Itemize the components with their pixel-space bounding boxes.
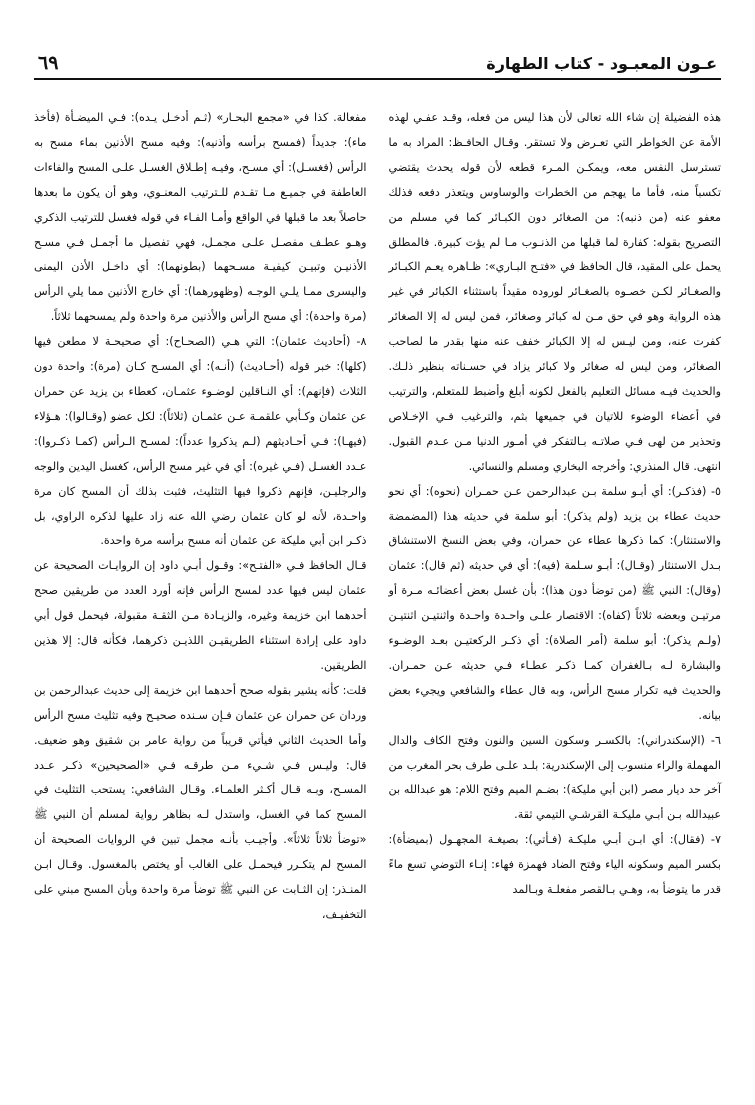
paragraph: ٥- (فذكـر): أي أبـو سلمة بـن عبدالرحمن عـن حمـران (نحوه): أي نحو حديث عطاء بن يزيد (ولم يذكر): أبو سلمة في حديثه هذا (المضمضة والاستنثار): كما ذكرها عطاء عن حمران، وفي بعض النسخ الاستنشاق بـدل الاستنثار (وقـال): أبـو سـلمة (فيه): أي في حديثه (ثم قال): عثمان (وقال): النبي ﷺ (من توضأ دون هذا): بأن غسل بعض أعضائـه مـرة أو مرتيـن وبعضه ثلاثاً (كفاه): الاقتصار علـى واحـدة واحـدة واثنتيـن اثنتيـن (ولـم يذكر): أبو سلمة (أمر الصلاة): أي ذكـر الركعتيـن بعـد الوضـوء والبشارة لـه بـالغفران كمـا ذكـر عطـاء فـي حديثه عـن حمـران. والحديث فيه تكرار مسح الرأس، وبه قال عطاء والشافعي ويجيء بعض بيانه. bbox=[388, 484, 721, 722]
text-columns bbox=[34, 106, 721, 1095]
paragraph: ٦- (الإسكندراني): بالكسـر وسكون السين والنون وفتح الكاف والدال المهملة والراء منسوب إلى الإسكندرية: بلـد علـى طرف بحر المغرب من آخر حد ديار مصر (ابن أبي مليكة): بضـم الميم وفتح اللام: هو عبدالله بن عبيدالله بـن أبـي مليكـة القرشـي التيمي ثقة. bbox=[388, 733, 721, 822]
paragraph: ٧- (فقال): أي ابـن أبـي مليكـة (فـأتي): بصيغـة المجهـول (بميضأة): بكسر الميم وسكونه الياء وفتح الضاد فهمزة فهاء: إنـاء التوضي تسع ماءً قدر ما يتوضأ به، وهـي بـالقصر مفعلـة وبـالمد bbox=[388, 833, 721, 897]
paragraph: قـال الحافظ فـي «الفتـح»: وقـول أبـي داود إن الروايـات الصحيحة عن عثمان ليس فيها عدد لمسح الرأس فإنه أورد العدد من طريقين صحح أحدهما ابن خزيمة وغيره، والزيـادة مـن الثقـة مقبولة، فيحمل قول أبي داود على إرادة استثناء الطريقيـن اللذيـن ذكرهما، فكأنه قال: إلا هذين الطريقين. bbox=[34, 559, 367, 672]
page-number: ٦٩ bbox=[38, 52, 59, 74]
left-column bbox=[34, 106, 367, 1095]
right-column bbox=[389, 106, 722, 1095]
paragraph: هذه الفضيلة إن شاء الله تعالى لأن هذا ليس من فعله، وقـد عفـي لهذه الأمة عن الخواطر التي تعـرض ولا تستقر. وقـال الحافـظ: المراد به ما تسترسل النفس معه، ويمكـن المـرء قطعه لأن قوله يحدث يقتضي تكسباً منه، فأما ما يهجم من الخطرات والوساوس ويتعذر دفعه فذلك معفو عنه (من ذنبه): من الصغائر دون الكبـائر كما في مسلم من التصريح بقوله: كفارة لما قبلها من الذنـوب مـا لم يؤت كبيرة. فالمطلق يحمل على المقيد، قال الحافظ في «فتـح البـاري»: ظـاهره يعـم الكبـائر والصغـائر لكـن خصـوه بالصغـائر لوروده مقيداً باستثناء الكبائر في غير هذه الرواية وهو في حق مـن له كبائر وصغائر، فمن ليس له إلا الصغائر كفرت عنه، ومن ليـس له إلا الكبائر خفف عنه منها بقدر ما لصاحب الصغائر، ومن ليس له صغائر ولا كبائر يزاد في حسـناته بنظير ذلـك. والحديث فيـه مسائل التعليم بالفعل لكونه أبلغ وأضبط للمتعلم، والترتيب في أعضاء الوضوء للاتيان في جميعها بثم، والترغيب فـي الإخـلاص وتحذير من لهى فـي صلاتـه بـالتفكر في أمـور الدنيا مـن عـدم القبول. انتهى. قال المنذري: وأخرجه البخاري ومسلم والنسائي. bbox=[388, 111, 721, 473]
paragraph: قلت: كأنه يشير بقوله صحح أحدهما ابن خزيمة إلى حديث عبدالرحمن بن وردان عن حمران عن عثمان فـإن سـنده صحيـح وفيه تثليث مسح الرأس وأما الحديث الثاني فيأتي قريباً من رواية عامر بن شقيق وهو ضعيف. قال: وليـس فـي شـيء مـن طرقـه فـي «الصحيحين» ذكـر عـدد المسـح، وبـه قـال أكـثر العلمـاء. وقـال الشافعي: يستحب التثليث في المسح كما في الغسل، واستدل لـه بظاهر رواية لمسلم أن النبي ﷺ «توضأ ثلاثاً ثلاثاً». وأجيـب بأنـه مجمل تبين في الروايات الصحيحة أن المسح لم يتكـرر فيحمـل على الغالب أو يختص بالمغسول. وقـال ابـن المنـذر: إن الثـابت عن النبي ﷺ توضأ مرة واحدة وبأن المسح مبني على التخفيـف، bbox=[34, 683, 367, 921]
running-title: عـون المعبـود - كتاب الطهارة bbox=[486, 54, 717, 73]
paragraph: مفعالة. كذا في «مجمع البحـار» (ثـم أدخـل يـده): فـي الميضـأة (فأخذ ماء): جديداً (فمسح برأسه وأذنيه): وفيه مسح الأذنين بماء مسح به الرأس (فغسـل): أي مسـح، وفيـه إطـلاق الغسـل علـى المسح والفاءات العاطفة في جميـع مـا تقـدم للـترتيب المعنـوي، وهو أن يكون ما بعدها حاصلاً بعد ما قبلها في الواقع وأمـا الفـاء في قوله فغسل للترتيب الذكري وهـو عطـف مفصـل علـى مجمـل، فهي تفصيل ما أجمـل فـي مسـح الأذنيـن وتبيـن كيفيـة مسـحهما (بطونهما): أي داخـل الأذن اليمنى واليسرى ممـا يلـي الوجـه (وظهورهما): أي خارج الأذنين مما يلي الرأس (مرة واحدة): أي مسح الرأس والأذنين مرة واحدة ولم يمسحهما ثلاثاً. bbox=[34, 111, 367, 324]
paragraph: ٨- (أحاديث عثمان): التي هـي (الصحـاح): أي صحيحـة لا مطعن فيها (كلها): خبر قوله (أحـاديث) (أنـه): أي المسـح كـان (مرة): واحدة دون الثلاث (فإنهم): أي النـاقلين لوضـوء عثمـان، كعطاء بن يزيد عن حمران عن عثمان وكـأبي علقمـة عـن عثمـان (ثلاثاً): لكل عضو (وقـالوا): هـؤلاء (فيهـا): فـي أحـاديثهم (لـم يذكروا عدداً): لمسـح الـرأس (كمـا ذكـروا): عـدد الغسـل (فـي غيره): أي في غير مسح الرأس، كغسل اليدين والوجه والرجليـن، فإنهم ذكروا فيها التثليث، فثبت بذلك أن المسح كان مرة واحـدة، لأنه لو كان عثمان رضي الله عنه زاد عليها لذكره الراوي، بل ذكـر ابن أبي مليكة عن عثمان أنه مسح برأسه مرة واحدة. bbox=[34, 335, 367, 548]
page-header bbox=[34, 38, 721, 80]
